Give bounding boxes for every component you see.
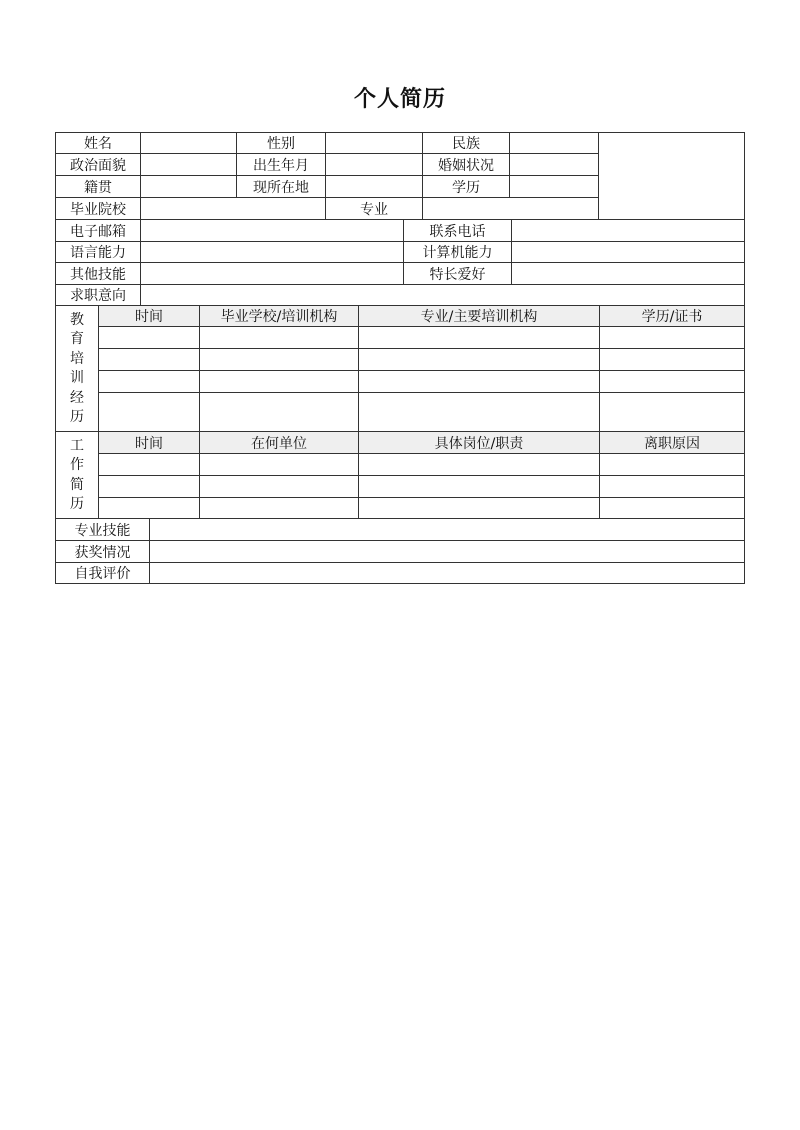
work-cell[interactable]: [199, 497, 359, 519]
field-awards[interactable]: [149, 540, 745, 563]
education-cell[interactable]: [599, 348, 745, 371]
label-hobbies: 特长爱好: [403, 262, 512, 285]
work-cell[interactable]: [199, 453, 359, 476]
education-label-char: 教: [70, 311, 84, 328]
work-cell[interactable]: [599, 453, 745, 476]
field-marital[interactable]: [509, 153, 599, 176]
work-cell[interactable]: [358, 453, 600, 476]
work-cell[interactable]: [98, 475, 200, 498]
education-cell[interactable]: [199, 370, 359, 393]
work-header-time: 时间: [98, 431, 200, 454]
label-computer: 计算机能力: [403, 241, 512, 263]
label-gender: 性别: [236, 132, 326, 154]
field-degree[interactable]: [509, 175, 599, 198]
label-major: 专业: [325, 197, 423, 220]
education-header-degree: 学历/证书: [599, 305, 745, 327]
work-label-char: 简: [70, 476, 84, 493]
education-label-char: 培: [70, 350, 84, 367]
work-cell[interactable]: [599, 475, 745, 498]
label-hometown: 籍贯: [55, 175, 141, 198]
education-header-major: 专业/主要培训机构: [358, 305, 600, 327]
photo-box[interactable]: [598, 132, 745, 220]
work-label-char: 工: [70, 437, 84, 454]
work-cell[interactable]: [199, 475, 359, 498]
label-ethnicity: 民族: [422, 132, 510, 154]
education-cell[interactable]: [199, 348, 359, 371]
work-cell[interactable]: [599, 497, 745, 519]
work-label-char: 历: [70, 496, 84, 513]
field-hometown[interactable]: [140, 175, 237, 198]
field-name[interactable]: [140, 132, 237, 154]
label-email: 电子邮箱: [55, 219, 141, 242]
field-phone[interactable]: [511, 219, 745, 242]
field-computer[interactable]: [511, 241, 745, 263]
education-cell[interactable]: [599, 370, 745, 393]
education-label-char: 育: [70, 331, 84, 348]
education-header-school: 毕业学校/培训机构: [199, 305, 359, 327]
education-cell[interactable]: [98, 348, 200, 371]
label-professional-skills: 专业技能: [55, 518, 150, 541]
label-self-evaluation: 自我评价: [55, 562, 150, 584]
field-birth[interactable]: [325, 153, 423, 176]
field-residence[interactable]: [325, 175, 423, 198]
work-cell[interactable]: [98, 453, 200, 476]
work-cell[interactable]: [358, 497, 600, 519]
education-label-char: 训: [70, 370, 84, 387]
education-cell[interactable]: [358, 392, 600, 432]
field-school[interactable]: [140, 197, 326, 220]
education-cell[interactable]: [599, 392, 745, 432]
label-political: 政治面貌: [55, 153, 141, 176]
education-cell[interactable]: [358, 326, 600, 349]
education-cell[interactable]: [199, 326, 359, 349]
education-cell[interactable]: [98, 326, 200, 349]
education-cell[interactable]: [98, 370, 200, 393]
label-birth: 出生年月: [236, 153, 326, 176]
label-job-intent: 求职意向: [55, 284, 141, 306]
work-section-label: [55, 431, 99, 519]
education-cell[interactable]: [199, 392, 359, 432]
field-language[interactable]: [140, 241, 404, 263]
education-cell[interactable]: [599, 326, 745, 349]
education-header-time: 时间: [98, 305, 200, 327]
education-cell[interactable]: [358, 348, 600, 371]
field-gender[interactable]: [325, 132, 423, 154]
page-title: 个人简历: [353, 87, 446, 112]
label-language: 语言能力: [55, 241, 141, 263]
work-header-position: 具体岗位/职责: [358, 431, 600, 454]
field-major[interactable]: [422, 197, 599, 220]
work-cell[interactable]: [98, 497, 200, 519]
education-label-char: 历: [70, 409, 84, 426]
work-cell[interactable]: [358, 475, 600, 498]
field-email[interactable]: [140, 219, 404, 242]
education-cell[interactable]: [98, 392, 200, 432]
label-marital: 婚姻状况: [422, 153, 510, 176]
field-other-skills[interactable]: [140, 262, 404, 285]
label-school: 毕业院校: [55, 197, 141, 220]
work-header-company: 在何单位: [199, 431, 359, 454]
field-professional-skills[interactable]: [149, 518, 745, 541]
field-ethnicity[interactable]: [509, 132, 599, 154]
education-section-label: [55, 305, 99, 432]
work-header-reason: 离职原因: [599, 431, 745, 454]
field-political[interactable]: [140, 153, 237, 176]
work-label-char: 作: [70, 457, 84, 474]
education-cell[interactable]: [358, 370, 600, 393]
field-hobbies[interactable]: [511, 262, 745, 285]
field-self-evaluation[interactable]: [149, 562, 745, 584]
label-other-skills: 其他技能: [55, 262, 141, 285]
label-phone: 联系电话: [403, 219, 512, 242]
label-name: 姓名: [55, 132, 141, 154]
label-awards: 获奖情况: [55, 540, 150, 563]
field-job-intent[interactable]: [140, 284, 745, 306]
label-degree: 学历: [422, 175, 510, 198]
education-label-char: 经: [70, 389, 84, 406]
label-residence: 现所在地: [236, 175, 326, 198]
